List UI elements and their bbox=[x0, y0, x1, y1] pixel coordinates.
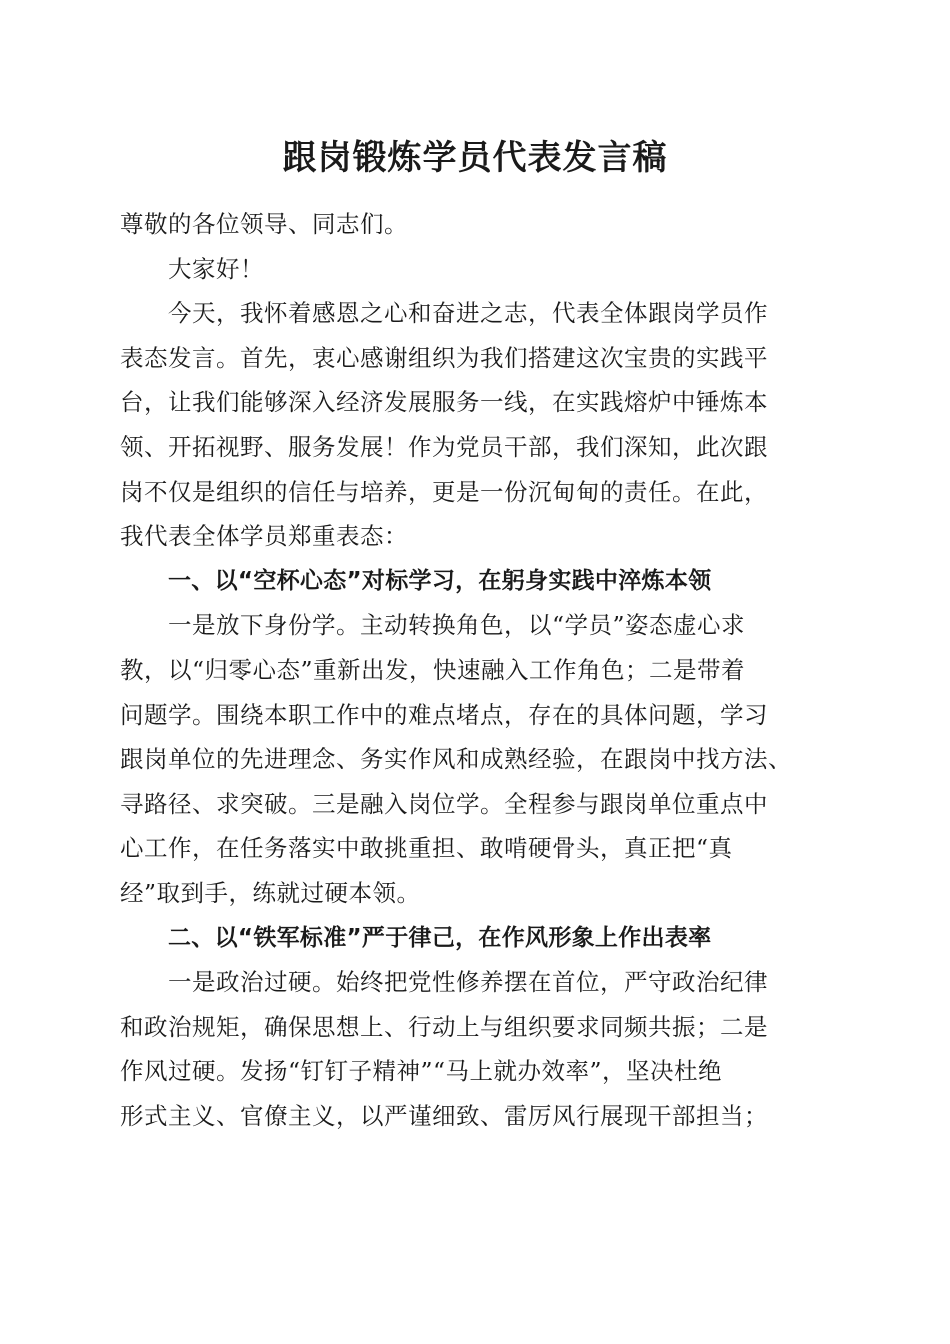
text-line: 尊敬的各位领导、同志们。 bbox=[120, 210, 408, 238]
text-line: 今天，我怀着感恩之心和奋进之志，代表全体跟岗学员作 bbox=[168, 299, 768, 328]
text-line: 问题学。围绕本职工作中的难点堵点，存在的具体问题，学习 bbox=[120, 700, 768, 729]
text-line: 和政治规矩，确保思想上、行动上与组织要求同频共振；二是 bbox=[120, 1012, 768, 1041]
document-title: 跟岗锻炼学员代表发言稿 bbox=[282, 138, 668, 178]
text-line: 寻路径、求突破。三是融入岗位学。全程参与跟岗单位重点中 bbox=[120, 789, 768, 818]
text-line: 教，以“归零心态”重新出发，快速融入工作角色；二是带着 bbox=[120, 655, 746, 684]
section-heading: 二、以“铁军标准”严于律己，在作风形象上作出表率 bbox=[168, 924, 712, 951]
section-heading: 一、以“空杯心态”对标学习，在躬身实践中淬炼本领 bbox=[168, 567, 712, 594]
document-body bbox=[120, 202, 840, 1138]
text-line: 表态发言。首先，衷心感谢组织为我们搭建这次宝贵的实践平 bbox=[120, 343, 768, 372]
text-line: 一是放下身份学。主动转换角色，以“学员”姿态虚心求 bbox=[168, 611, 746, 640]
text-line: 台，让我们能够深入经济发展服务一线，在实践熔炉中锤炼本 bbox=[120, 388, 768, 417]
text-line: 作风过硬。发扬“钉钉子精神”“马上就办效率”，坚决杜绝 bbox=[120, 1057, 723, 1086]
text-line: 领、开拓视野、服务发展！作为党员干部，我们深知，此次跟 bbox=[120, 432, 768, 461]
text-line: 我代表全体学员郑重表态： bbox=[120, 522, 408, 551]
text-line: 岗不仅是组织的信任与培养，更是一份沉甸甸的责任。在此， bbox=[120, 477, 768, 506]
text-line: 一是政治过硬。始终把党性修养摆在首位，严守政治纪律 bbox=[168, 968, 768, 997]
text-line: 大家好！ bbox=[168, 254, 264, 283]
text-line: 经”取到手，练就过硬本领。 bbox=[120, 878, 421, 907]
text-line: 跟岗单位的先进理念、务实作风和成熟经验，在跟岗中找方法、 bbox=[120, 745, 792, 774]
text-line: 形式主义、官僚主义，以严谨细致、雷厉风行展现干部担当； bbox=[120, 1101, 768, 1130]
text-line: 心工作，在任务落实中敢挑重担、敢啃硬骨头，真正把“真 bbox=[120, 834, 733, 863]
